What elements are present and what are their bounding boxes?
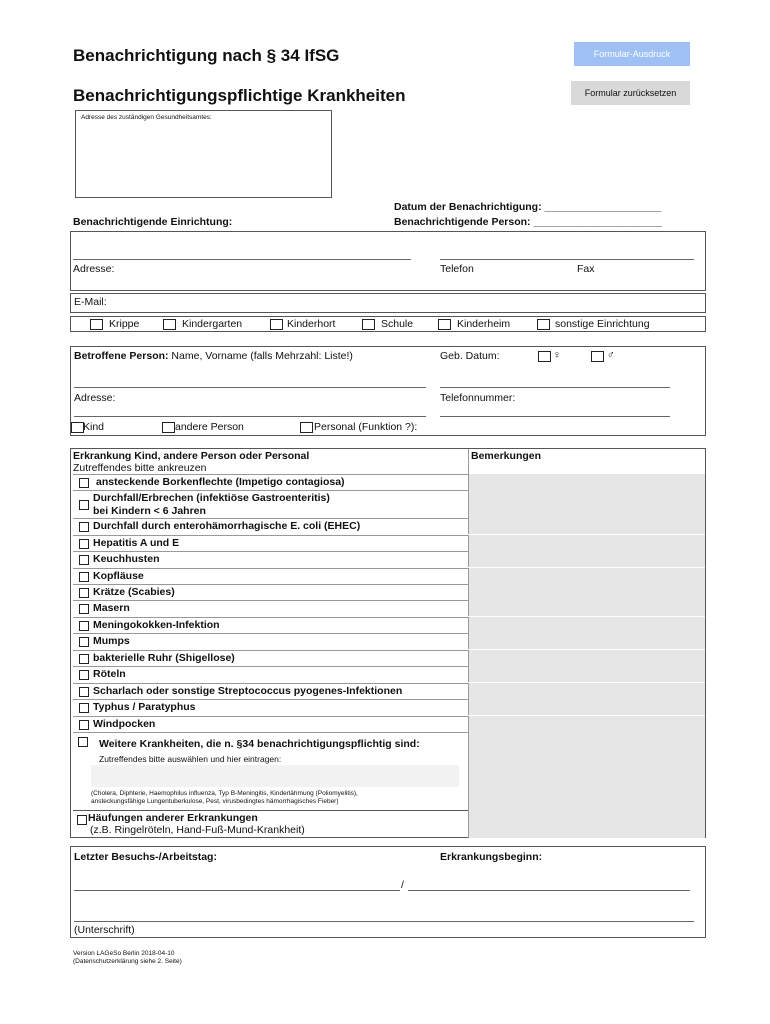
page-title: Benachrichtigung nach § 34 IfSG bbox=[73, 46, 340, 65]
further-diseases-list-line2: ansteckungsfähige Lungentuberkulose, Pest, virusbedingtes hämorrhagisches Fieber) bbox=[91, 798, 339, 805]
meningococcal-checkbox[interactable] bbox=[79, 621, 89, 631]
affected-address-line bbox=[74, 416, 426, 417]
remark-field[interactable] bbox=[468, 716, 705, 732]
disease-label: Mumps bbox=[93, 635, 130, 647]
remark-field[interactable] bbox=[468, 474, 705, 490]
remark-field[interactable] bbox=[468, 666, 705, 682]
cluster-example: (z.B. Ringelröteln, Hand-Fuß-Mund-Krankheit) bbox=[90, 824, 305, 836]
disease-row bbox=[73, 699, 705, 715]
disease-row bbox=[73, 490, 705, 518]
other-person-label: andere Person bbox=[175, 421, 244, 433]
last-visit-label: Letzter Besuchs-/Arbeitstag: bbox=[74, 851, 217, 863]
disease-subheader: Zutreffendes bitte ankreuzen bbox=[73, 462, 207, 474]
disease-row bbox=[73, 600, 705, 616]
disease-row bbox=[73, 716, 705, 732]
schule-checkbox[interactable] bbox=[362, 319, 375, 330]
further-diseases-row bbox=[73, 732, 705, 810]
health-office-address-box[interactable] bbox=[75, 110, 332, 198]
disease-row bbox=[73, 666, 705, 682]
remark-field[interactable] bbox=[468, 617, 705, 633]
remark-field[interactable] bbox=[468, 568, 705, 584]
onset-line bbox=[408, 890, 690, 891]
email-field[interactable] bbox=[70, 293, 706, 313]
affected-phone-label: Telefonnummer: bbox=[440, 392, 516, 404]
kinderheim-label: Kinderheim bbox=[457, 318, 511, 330]
hepatitis-checkbox[interactable] bbox=[79, 539, 89, 549]
sonstige-checkbox[interactable] bbox=[537, 319, 550, 330]
male-checkbox[interactable] bbox=[591, 351, 604, 362]
remark-field[interactable] bbox=[468, 518, 705, 534]
print-button[interactable]: Formular-Ausdruck bbox=[574, 42, 690, 66]
kindergarten-label: Kindergarten bbox=[182, 318, 243, 330]
disease-label: Windpocken bbox=[93, 718, 156, 730]
date-separator: / bbox=[401, 879, 404, 891]
signature-line bbox=[74, 921, 694, 922]
disease-row bbox=[73, 617, 705, 633]
male-icon: ♂ bbox=[607, 349, 615, 361]
privacy-note: (Datenschutzerklärung siehe 2. Seite) bbox=[73, 958, 182, 965]
institution-box[interactable] bbox=[70, 231, 706, 291]
ehec-checkbox[interactable] bbox=[79, 522, 89, 532]
disease-label: Röteln bbox=[93, 668, 126, 680]
remark-field[interactable] bbox=[468, 633, 705, 649]
measles-checkbox[interactable] bbox=[79, 604, 89, 614]
remarks-header: Bemerkungen bbox=[471, 450, 542, 462]
health-office-address-label: Adresse des zuständigen Gesundheitsamtes: bbox=[81, 114, 212, 121]
remarks-header-cell bbox=[468, 449, 706, 474]
disease-label: ansteckende Borkenflechte (Impetigo contagiosa) bbox=[96, 476, 345, 488]
disease-label: Hepatitis A und E bbox=[93, 537, 180, 549]
cluster-checkbox[interactable] bbox=[77, 815, 87, 825]
disease-label: Keuchhusten bbox=[93, 553, 160, 565]
disease-row bbox=[73, 474, 705, 490]
institution-label: Benachrichtigende Einrichtung: bbox=[73, 216, 233, 228]
lice-checkbox[interactable] bbox=[79, 572, 89, 582]
disease-row bbox=[73, 518, 705, 534]
further-diseases-checkbox[interactable] bbox=[78, 737, 88, 747]
affected-address-label: Adresse: bbox=[74, 392, 116, 404]
cluster-row bbox=[73, 810, 705, 838]
affected-person-label: Betroffene Person: Name, Vorname (falls Mehrzahl: Liste!) bbox=[74, 350, 353, 362]
disease-label: Krätze (Scabies) bbox=[93, 586, 175, 598]
scarlet-fever-checkbox[interactable] bbox=[79, 687, 89, 697]
kinderhort-checkbox[interactable] bbox=[270, 319, 283, 330]
female-icon: ♀ bbox=[553, 349, 561, 361]
scabies-checkbox[interactable] bbox=[79, 588, 89, 598]
remark-field[interactable] bbox=[468, 600, 705, 616]
signature-label: (Unterschrift) bbox=[74, 924, 135, 936]
disease-label: bakterielle Ruhr (Shigellose) bbox=[93, 652, 235, 664]
notification-date-label[interactable]: Datum der Benachrichtigung: ____________________ bbox=[394, 201, 662, 213]
disease-row bbox=[73, 633, 705, 649]
kindergarten-checkbox[interactable] bbox=[163, 319, 176, 330]
remark-field[interactable] bbox=[468, 810, 705, 838]
disease-row bbox=[73, 551, 705, 567]
remark-field[interactable] bbox=[468, 551, 705, 567]
disease-label-continued: bei Kindern < 6 Jahren bbox=[93, 505, 206, 517]
gastroenteritis-checkbox[interactable] bbox=[79, 500, 89, 510]
kinderhort-label: Kinderhort bbox=[287, 318, 336, 330]
disease-row bbox=[73, 535, 705, 551]
cluster-title: Häufungen anderer Erkrankungen bbox=[88, 812, 258, 824]
onset-label: Erkrankungsbeginn: bbox=[440, 851, 543, 863]
further-diseases-title: Weitere Krankheiten, die n. §34 benachrichtigungspflichtig sind: bbox=[99, 738, 420, 750]
disease-label: Scharlach oder sonstige Streptococcus pyogenes-Infektionen bbox=[93, 685, 403, 697]
affected-person-box[interactable] bbox=[70, 346, 706, 436]
disease-label: Typhus / Paratyphus bbox=[93, 701, 196, 713]
signature-box[interactable] bbox=[70, 846, 706, 938]
institution-fax-label: Fax bbox=[577, 263, 595, 275]
remark-field[interactable] bbox=[468, 683, 705, 699]
kind-label: Kind bbox=[83, 421, 105, 433]
phone-line bbox=[440, 259, 694, 260]
disease-label: Durchfall durch enterohämorrhagische E. coli (EHEC) bbox=[93, 520, 361, 532]
remark-field[interactable] bbox=[468, 699, 705, 715]
kinderheim-checkbox[interactable] bbox=[438, 319, 451, 330]
remark-field[interactable] bbox=[468, 650, 705, 666]
institution-name-line bbox=[73, 259, 411, 260]
other-person-checkbox[interactable] bbox=[162, 422, 175, 433]
dob-label: Geb. Datum: bbox=[440, 350, 500, 362]
last-visit-line bbox=[74, 890, 400, 891]
impetigo-checkbox[interactable] bbox=[79, 478, 89, 488]
disease-label: Masern bbox=[93, 602, 130, 614]
disease-row bbox=[73, 584, 705, 600]
chickenpox-checkbox[interactable] bbox=[79, 720, 89, 730]
reset-button[interactable]: Formular zurücksetzen bbox=[571, 81, 690, 105]
dob-line bbox=[440, 387, 670, 388]
mumps-checkbox[interactable] bbox=[79, 637, 89, 647]
disease-label: Durchfall/Erbrechen (infektiöse Gastroenteritis) bbox=[93, 492, 330, 504]
email-label: E-Mail: bbox=[74, 296, 107, 308]
sonstige-label: sonstige Einrichtung bbox=[555, 318, 650, 330]
shigellosis-checkbox[interactable] bbox=[79, 654, 89, 664]
version-text: Version LAGeSo Berlin 2018-04-10 bbox=[73, 950, 175, 957]
further-diseases-input[interactable] bbox=[91, 765, 459, 787]
institution-address-label: Adresse: bbox=[73, 263, 115, 275]
disease-label: Meningokokken-Infektion bbox=[93, 619, 220, 631]
krippe-label: Krippe bbox=[109, 318, 140, 330]
institution-type-row bbox=[70, 316, 706, 332]
further-diseases-hint: Zutreffendes bitte auswählen und hier eintragen: bbox=[99, 754, 282, 764]
disease-label: Kopfläuse bbox=[93, 570, 144, 582]
rubella-checkbox[interactable] bbox=[79, 670, 89, 680]
page-subtitle: Benachrichtigungspflichtige Krankheiten bbox=[73, 86, 406, 105]
institution-phone-label: Telefon bbox=[440, 263, 474, 275]
disease-row bbox=[73, 683, 705, 699]
name-line bbox=[74, 387, 426, 388]
disease-row bbox=[73, 568, 705, 584]
female-checkbox[interactable] bbox=[538, 351, 551, 362]
affected-phone-line bbox=[440, 416, 670, 417]
remark-field[interactable] bbox=[468, 584, 705, 600]
staff-label: Personal (Funktion ?): bbox=[314, 421, 418, 433]
schule-label: Schule bbox=[381, 318, 414, 330]
further-diseases-list-line1: (Cholera, Diphterie, Haemophilus influenza, Typ B-Meningitis, Kinderlähmung (Poliomyelitis), bbox=[91, 790, 358, 797]
typhus-checkbox[interactable] bbox=[79, 703, 89, 713]
remark-field[interactable] bbox=[468, 490, 705, 518]
staff-checkbox[interactable] bbox=[300, 422, 313, 433]
remark-field[interactable] bbox=[468, 732, 705, 810]
pertussis-checkbox[interactable] bbox=[79, 555, 89, 565]
notifying-person-label[interactable]: Benachrichtigende Person: ______________________ bbox=[394, 216, 662, 228]
remark-field[interactable] bbox=[468, 535, 705, 551]
disease-header: Erkrankung Kind, andere Person oder Personal bbox=[73, 450, 310, 462]
disease-row bbox=[73, 650, 705, 666]
krippe-checkbox[interactable] bbox=[90, 319, 103, 330]
